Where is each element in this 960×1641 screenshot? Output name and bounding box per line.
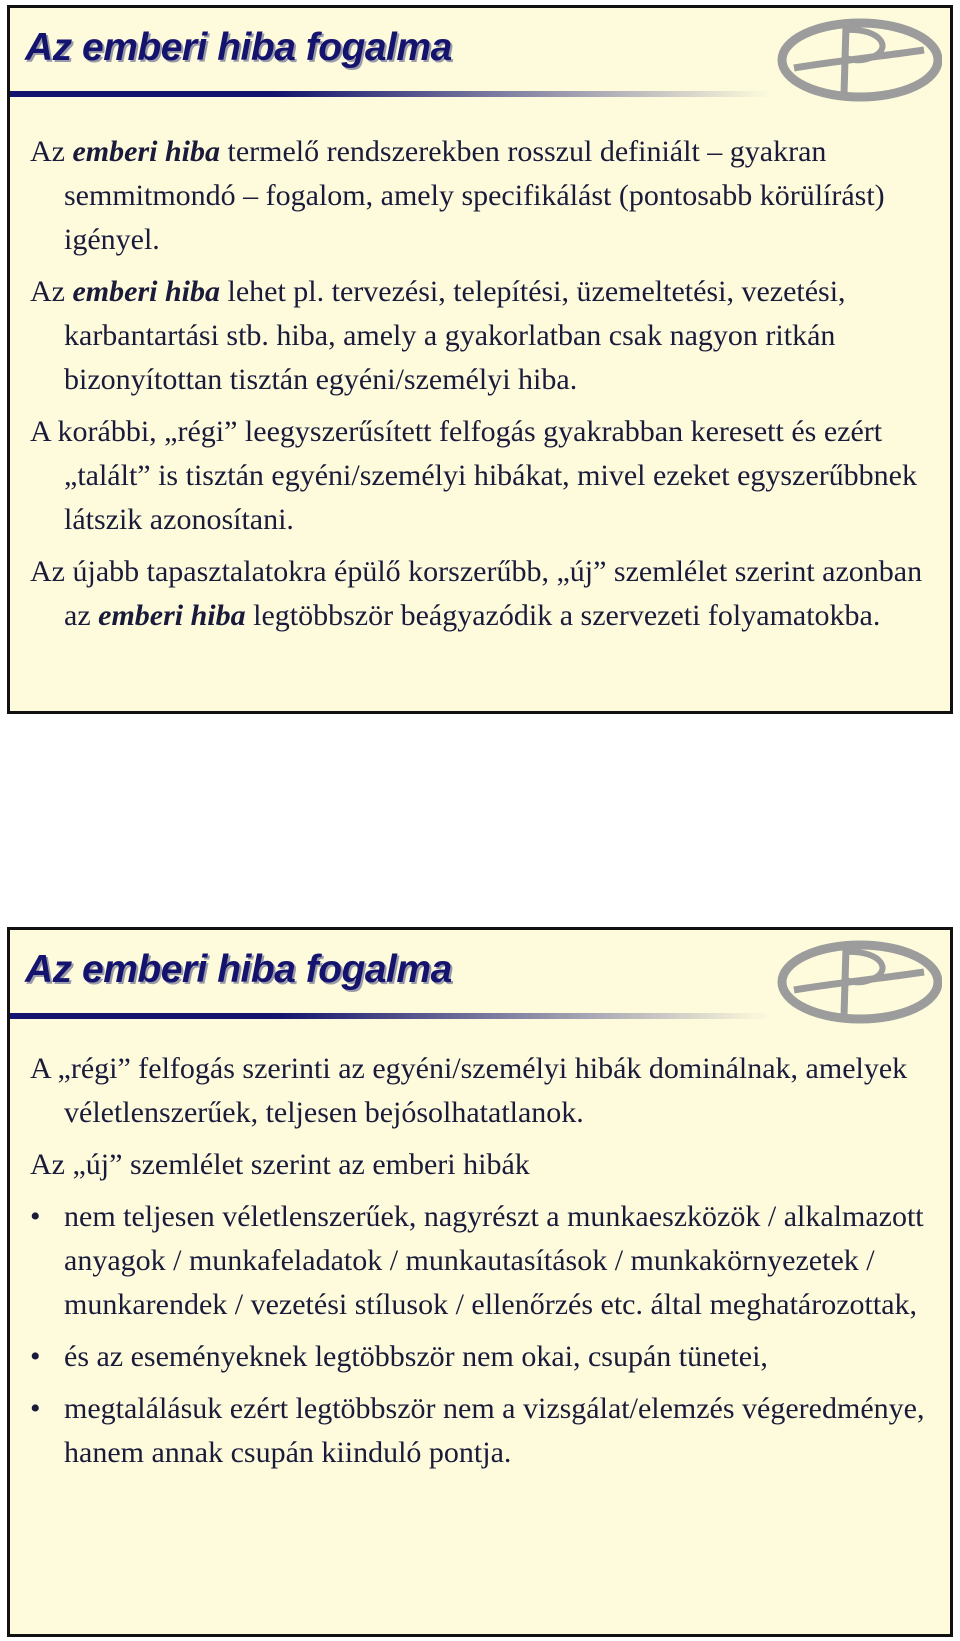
paragraph: [30, 130, 928, 262]
list-item: [30, 1335, 928, 1379]
bullet-list: [30, 1195, 928, 1475]
slide-2: [7, 927, 953, 1637]
title-underline: [10, 91, 770, 97]
bullet-text: megtalálásuk ezért legtöbbször nem a vizsgálat/elemzés végeredménye, hanem annak csupán kiinduló pontja.: [64, 1392, 925, 1469]
company-logo-icon: [774, 16, 942, 104]
text-run: A korábbi, „régi” leegyszerűsített felfogás gyakrabban keresett és ezért „talált” is tisztán egyéni/személyi hibákat, mivel ezeket egyszerűbbnek látszik azonosítani.: [30, 415, 917, 536]
emphasis-text: emberi hiba: [72, 275, 220, 308]
emphasis-text: emberi hiba: [72, 135, 220, 168]
text-run: termelő rendszerekben rosszul definiált – gyakran semmitmondó – fogalom, amely specifikálást (pontosabb körülírást) igényel.: [64, 135, 885, 256]
paragraph: [30, 550, 928, 638]
paragraph: [30, 1047, 928, 1135]
list-item: [30, 1195, 928, 1327]
company-logo-icon: [774, 938, 942, 1026]
text-run: Az: [30, 135, 73, 168]
list-item: [30, 1387, 928, 1475]
slide-1: [7, 5, 953, 714]
paragraph: [30, 1143, 928, 1187]
slide-2-content: [30, 1047, 928, 1483]
bullet-text: nem teljesen véletlenszerűek, nagyrészt a munkaeszközök / alkalmazott anyagok / munkafeladatok / munkautasítások / munkakörnyezetek / munkarendek / vezetési stílusok / ellenőrzés etc. által meghatározottak,: [64, 1200, 924, 1321]
bullet-icon: •: [30, 1392, 41, 1425]
slide-1-content: [30, 130, 928, 646]
text-run: lehet pl. tervezési, telepítési, üzemeltetési, vezetési, karbantartási stb. hiba, amely a gyakorlatban csak nagyon ritkán bizonyítottan tisztán egyéni/személyi hiba.: [64, 275, 846, 396]
paragraph: [30, 410, 928, 542]
title-underline: [10, 1013, 770, 1019]
emphasis-text: emberi hiba: [98, 599, 246, 632]
slide-title: Az emberi hiba fogalma: [25, 948, 452, 991]
slide-title: Az emberi hiba fogalma: [25, 26, 452, 69]
bullet-icon: •: [30, 1340, 41, 1373]
text-run: Az „új” szemlélet szerint az emberi hibák: [30, 1148, 530, 1181]
text-run: A „régi” felfogás szerinti az egyéni/személyi hibák dominálnak, amelyek véletlenszerűek, teljesen bejósolhatatlanok.: [30, 1052, 908, 1129]
text-run: Az: [30, 275, 73, 308]
text-run: Az újabb tapasztalatokra épülő korszerűbb, „új” szemlélet szerint azonban az: [30, 555, 923, 632]
text-run: legtöbbször beágyazódik a szervezeti folyamatokba.: [245, 599, 881, 632]
paragraph: [30, 270, 928, 402]
bullet-text: és az eseményeknek legtöbbször nem okai, csupán tünetei,: [64, 1340, 768, 1373]
bullet-icon: •: [30, 1200, 41, 1233]
